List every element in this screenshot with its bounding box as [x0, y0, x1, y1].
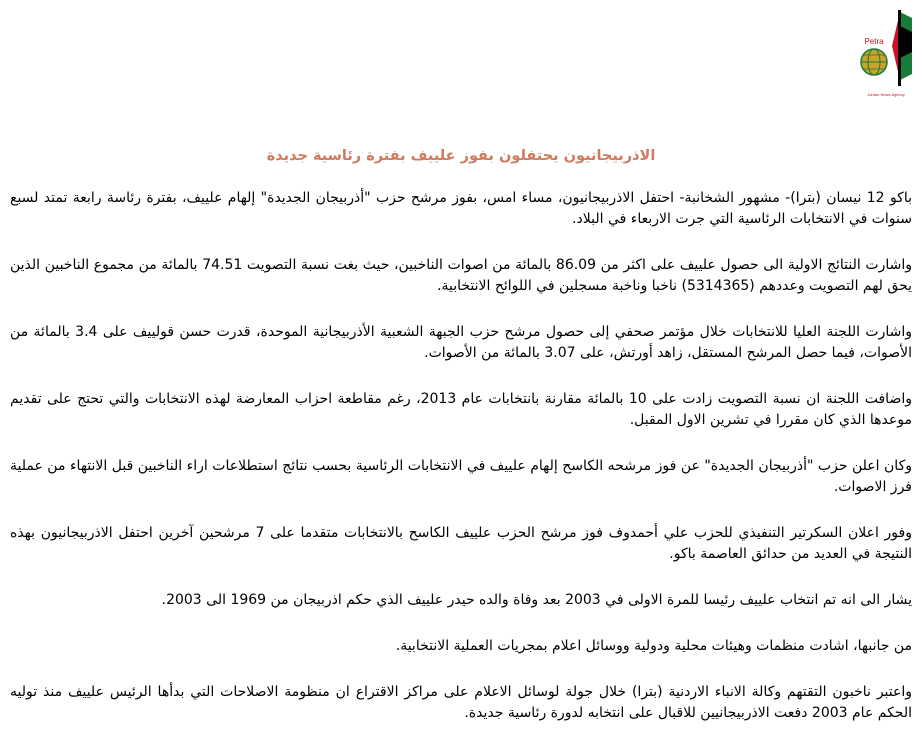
article-paragraph: يشار الى انه تم انتخاب علييف رئيسا للمرة الاولى في 2003 بعد وفاة والده حيدر علييف الذي حكم اذربيجان من 1969 الى 2003. — [161, 592, 912, 608]
article-body — [10, 188, 912, 749]
petra-agency-logo-icon — [856, 4, 916, 104]
article-paragraph: واعتبر ناخبون التقتهم وكالة الانباء الاردنية (بترا) خلال جولة لوسائل الاعلام على مراكز الاقتراع ان منظومة الاصلاحات التي بدأها الرئيس علييف منذ توليه الحكم عام 2003 دفعت الاذربيجانيين للاقبال على انتخابه لدورة رئاسية جديدة. — [10, 684, 912, 721]
article-paragraph: واضافت اللجنة ان نسبة التصويت زادت على 10 بالمائة مقارنة بانتخابات عام 2013، رغم مقاطعة احزاب المعارضة لهذه الانتخابات والتي تحتج على تقديم موعدها الذي كان مقررا في تشرين الاول المقبل. — [10, 391, 912, 428]
article-paragraph: واشارت اللجنة العليا للانتخابات خلال مؤتمر صحفي إلى حصول مرشح حزب الجبهة الشعبية الأذربيجانية الموحدة، قدرت حسن قولييف على 3.4 بالمائة من الأصوات، فيما حصل المرشح المستقل، زاهد أورتش، على 3.07 بالمائة من الأصوات. — [10, 324, 912, 361]
article-paragraph: وفور اعلان السكرتير التنفيذي للحزب علي أحمدوف فوز مرشح الحزب علييف الكاسح بالانتخابات متقدما على 7 مرشحين آخرين احتفل الاذربيجانيون بهذه النتيجة في العديد من حدائق العاصمة باكو. — [10, 525, 912, 562]
article-paragraph: باكو 12 نيسان (بترا)- مشهور الشخانبة- احتفل الاذربيجانيون، مساء امس، بفوز مرشح حزب "أذربيجان الجديدة" إلهام علييف، بفترة رئاسة رابعة تمتد لسبع سنوات في الانتخابات الرئاسية التي جرت الاربعاء في البلاد. — [10, 190, 913, 227]
logo-subtitle: Jordan News Agency — [867, 92, 905, 97]
logo-name: Petra — [864, 37, 884, 46]
article-paragraph: وكان اعلن حزب "أذربيجان الجديدة" عن فوز مرشحه الكاسح إلهام علييف في الانتخابات الرئاسية بحسب نتائج استطلاعات اراء الناخبين قبل الانتهاء من عملية فرز الاصوات. — [10, 458, 912, 495]
article-paragraph: من جانبها، اشادت منظمات وهيئات محلية ودولية ووسائل اعلام بمجريات العملية الانتخابية. — [395, 638, 912, 654]
petra-logo — [856, 4, 916, 104]
article-paragraph: واشارت النتائج الاولية الى حصول علييف على اكثر من 86.09 بالمائة من اصوات الناخبين، حيث بغت نسبة التصويت 74.51 بالمائة من مجموع الناخبين الذين يحق لهم التصويت وعددهم (5314365) ناخبا وناخبة مسجلين في اللوائح الانتخابية. — [10, 257, 913, 294]
article-title: الاذربيجانيون يحتفلون بفوز علييف بفترة رئاسية جديدة — [266, 148, 656, 164]
logo-pole — [898, 10, 901, 86]
